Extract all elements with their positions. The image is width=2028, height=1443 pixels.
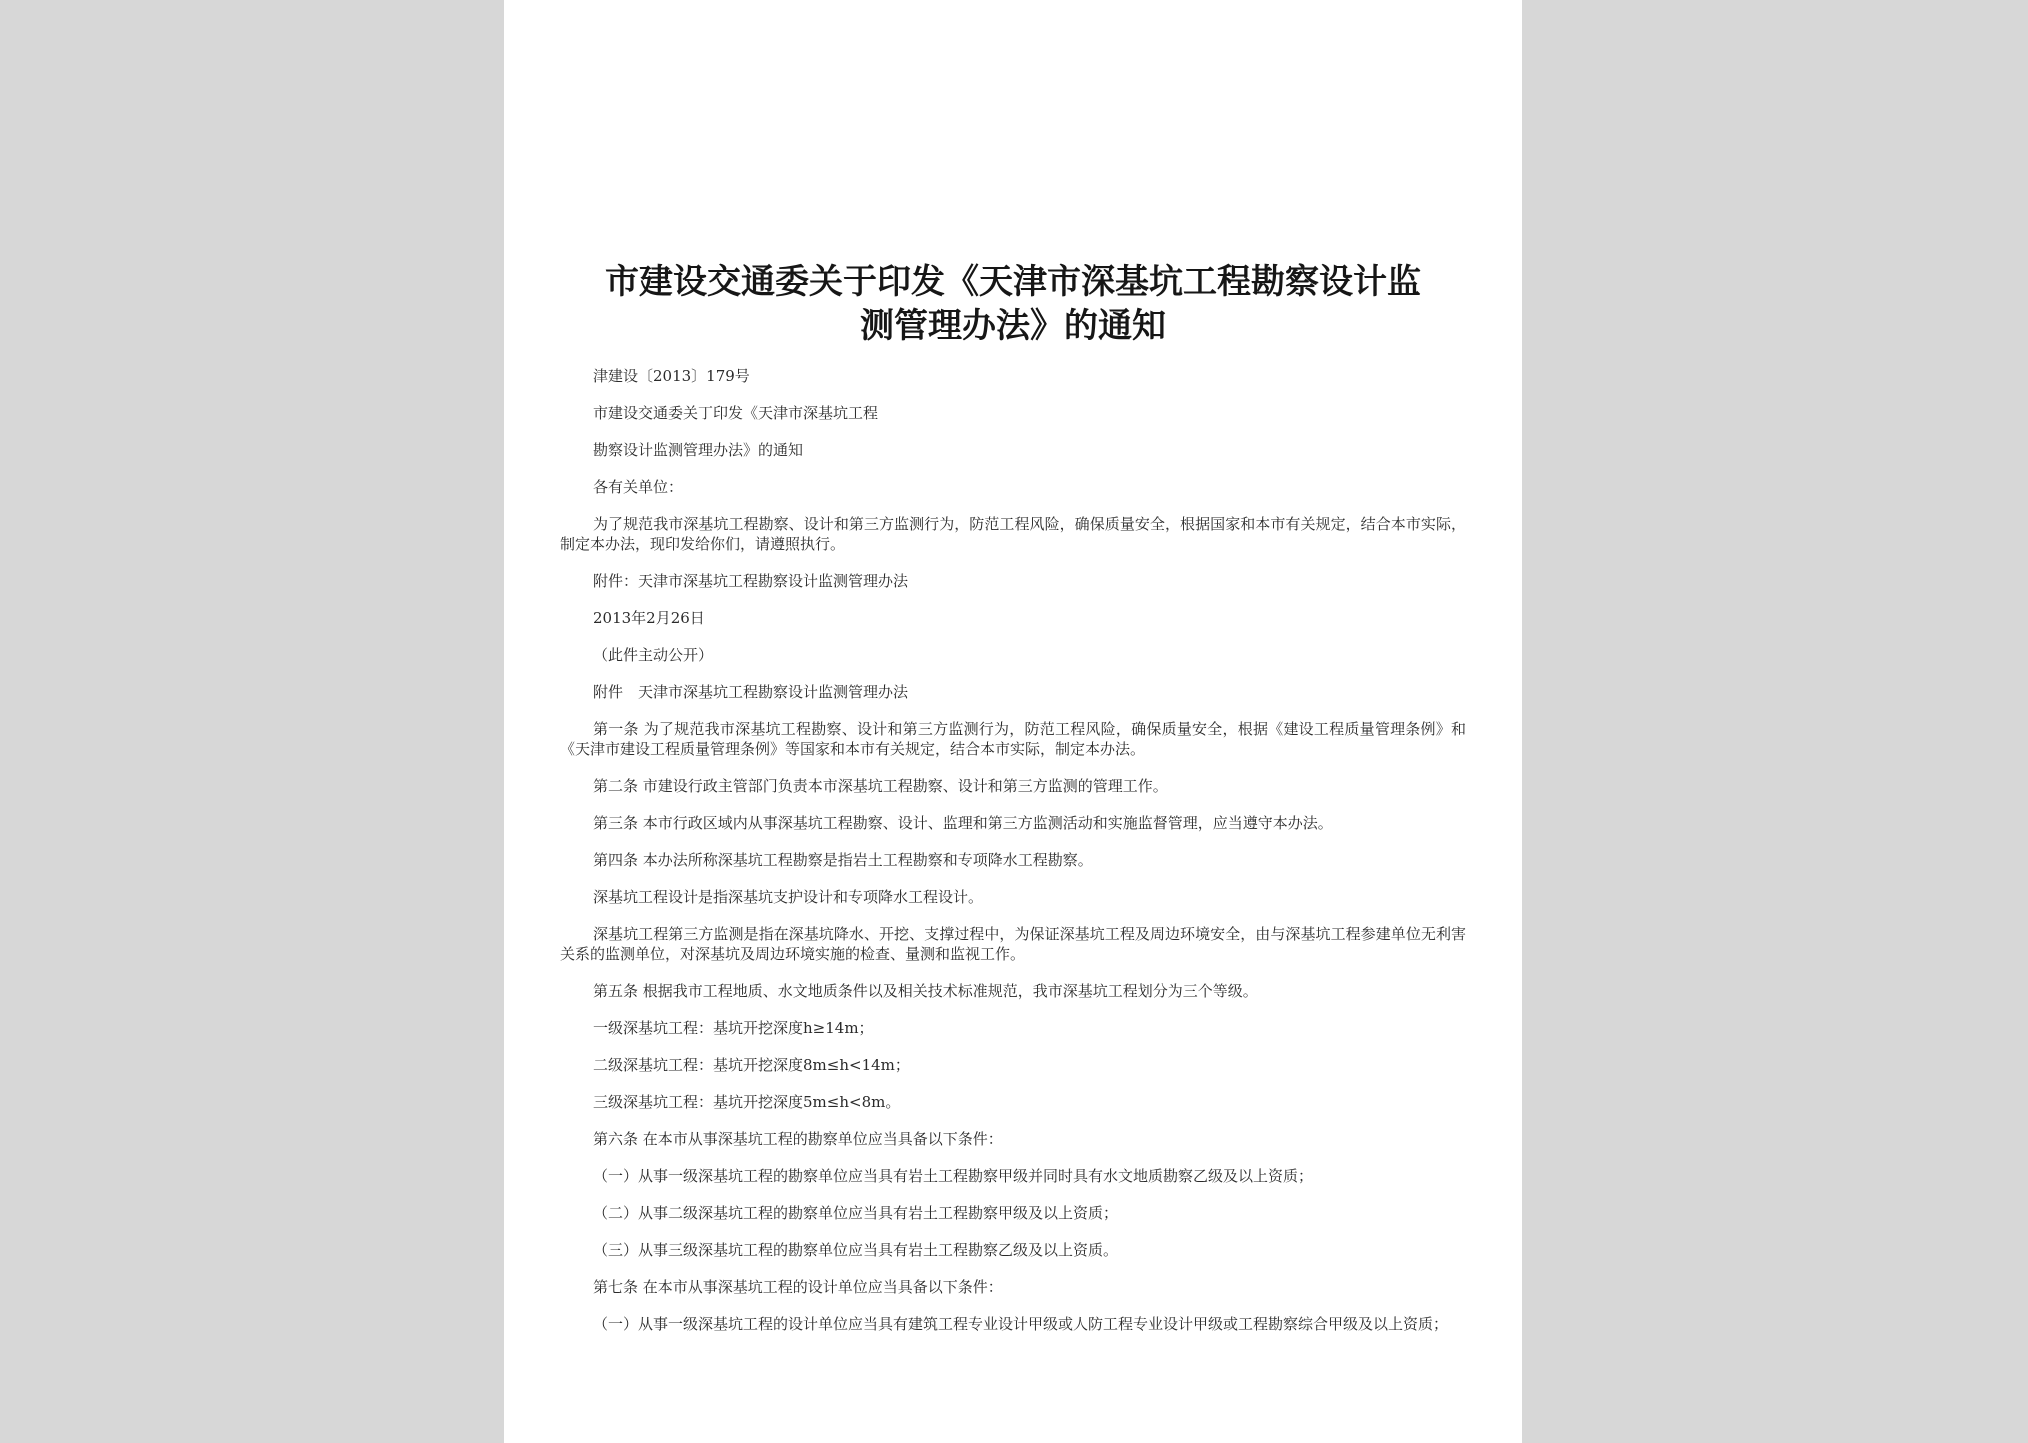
subject-line-1: 市建设交通委关丁印发《天津市深基坑工程 — [593, 404, 879, 422]
document-title-line-1: 市建设交通委关于印发《天津市深基坑工程勘察设计监 — [605, 262, 1421, 302]
article-1: 第一条 为了规范我市深基坑工程勘察、设计和第三方监测行为，防范工程风险，确保质量安全，根据《建设工程质量管理条例》和《天津市建设工程质量管理条例》等国家和本市有关规定，结合本市实际，制定本办法。 — [560, 720, 1466, 758]
article-4-design-definition: 深基坑工程设计是指深基坑支护设计和专项降水工程设计。 — [593, 888, 984, 906]
grade-2-definition: 二级深基坑工程：基坑开挖深度8m≤h<14m； — [593, 1056, 910, 1074]
grade-1-definition: 一级深基坑工程：基坑开挖深度h≥14m； — [593, 1019, 874, 1037]
document-body — [560, 366, 1466, 1351]
issue-date: 2013年2月26日 — [593, 609, 705, 627]
intro-paragraph: 为了规范我市深基坑工程勘察、设计和第三方监测行为，防范工程风险，确保质量安全，根据国家和本市有关规定，结合本市实际，制定本办法，现印发给你们，请遵照执行。 — [560, 515, 1466, 553]
document-page — [504, 0, 1522, 1443]
article-6-item-1: （一）从事一级深基坑工程的勘察单位应当具有岩土工程勘察甲级并同时具有水文地质勘察乙级及以上资质； — [593, 1167, 1314, 1185]
document-number: 津建设〔2013〕179号 — [593, 367, 750, 385]
article-4: 第四条 本办法所称深基坑工程勘察是指岩土工程勘察和专项降水工程勘察。 — [593, 851, 1093, 869]
grade-3-definition: 三级深基坑工程：基坑开挖深度5m≤h<8m。 — [593, 1093, 901, 1111]
attachment-note: 附件：天津市深基坑工程勘察设计监测管理办法 — [593, 572, 909, 590]
article-6-item-3: （三）从事三级深基坑工程的勘察单位应当具有岩土工程勘察乙级及以上资质。 — [593, 1241, 1119, 1259]
salutation: 各有关单位： — [593, 478, 684, 496]
article-2: 第二条 市建设行政主管部门负责本市深基坑工程勘察、设计和第三方监测的管理工作。 — [593, 777, 1168, 795]
document-title-line-2: 测管理办法》的通知 — [860, 306, 1166, 346]
article-4-monitoring-definition: 深基坑工程第三方监测是指在深基坑降水、开挖、支撑过程中，为保证深基坑工程及周边环境安全，由与深基坑工程参建单位无利害关系的监测单位，对深基坑及周边环境实施的检查、量测和监视工作。 — [560, 925, 1466, 963]
article-7-item-1: （一）从事一级深基坑工程的设计单位应当具有建筑工程专业设计甲级或人防工程专业设计甲级或工程勘察综合甲级及以上资质； — [593, 1315, 1449, 1333]
attachment-heading: 附件 天津市深基坑工程勘察设计监测管理办法 — [593, 683, 909, 701]
article-6-item-2: （二）从事二级深基坑工程的勘察单位应当具有岩土工程勘察甲级及以上资质； — [593, 1204, 1119, 1222]
article-7: 第七条 在本市从事深基坑工程的设计单位应当具备以下条件： — [593, 1278, 1003, 1296]
article-6: 第六条 在本市从事深基坑工程的勘察单位应当具备以下条件： — [593, 1130, 1003, 1148]
article-5: 第五条 根据我市工程地质、水文地质条件以及相关技术标准规范，我市深基坑工程划分为三个等级。 — [593, 982, 1258, 1000]
document-title — [564, 260, 1462, 348]
subject-line-2: 勘察设计监测管理办法》的通知 — [593, 441, 804, 459]
article-3: 第三条 本市行政区域内从事深基坑工程勘察、设计、监理和第三方监测活动和实施监督管理，应当遵守本办法。 — [593, 814, 1333, 832]
disclosure-note: （此件主动公开） — [593, 646, 714, 664]
